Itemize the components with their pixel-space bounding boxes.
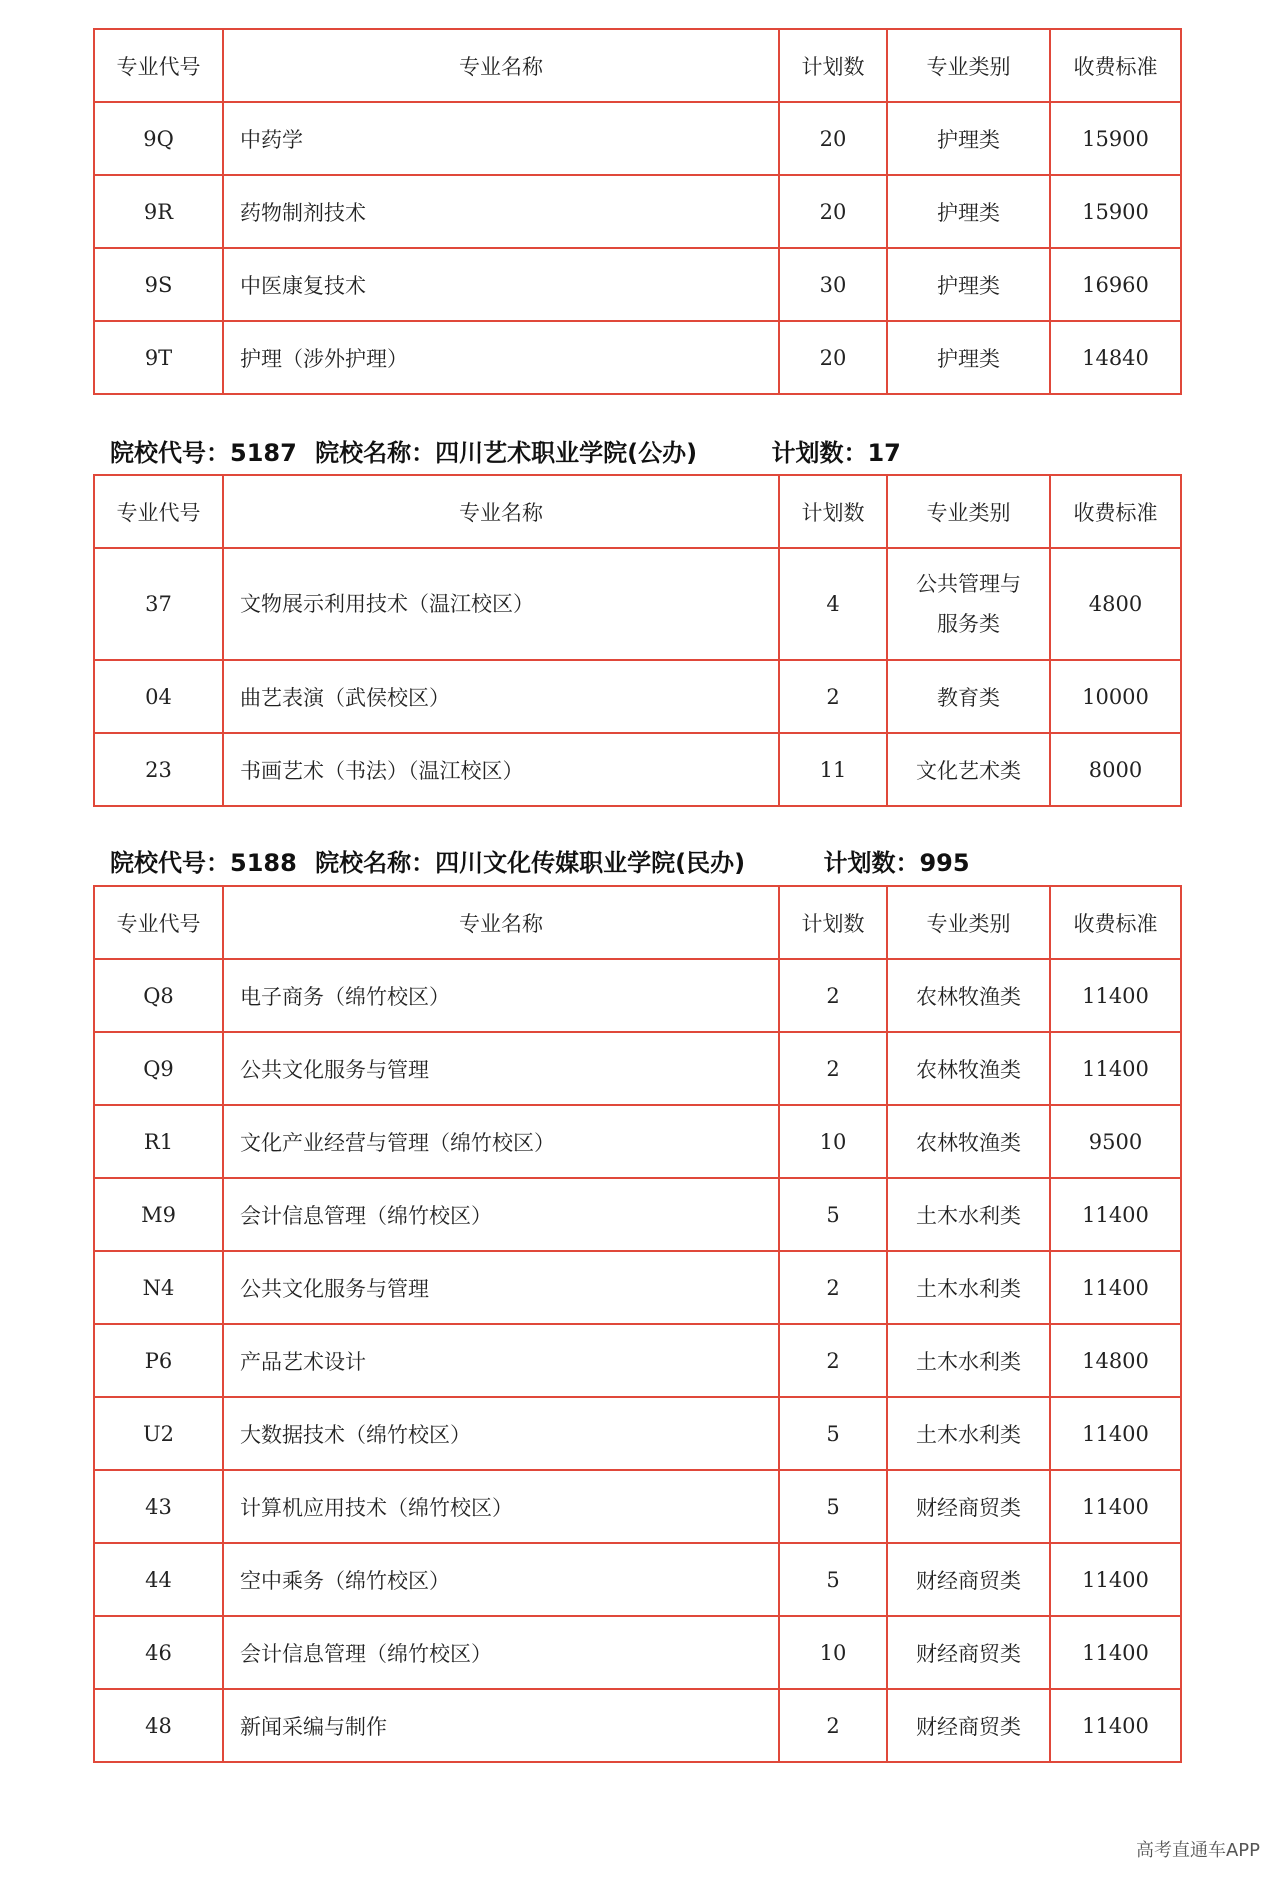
table-header-row: [94, 886, 1181, 959]
major-table-1: [93, 28, 1182, 395]
cell-plan: 2: [779, 660, 887, 733]
cell-category: 土木水利类: [887, 1251, 1050, 1324]
cell-fee: 4800: [1050, 548, 1181, 660]
cell-code: 48: [94, 1689, 223, 1762]
cell-code: 04: [94, 660, 223, 733]
header-plan: 计划数: [779, 475, 887, 548]
cell-code: Q9: [94, 1032, 223, 1105]
cell-name: 文物展示利用技术（温江校区）: [223, 548, 779, 660]
cell-category: 农林牧渔类: [887, 1105, 1050, 1178]
cell-code: 44: [94, 1543, 223, 1616]
table-row: [94, 1397, 1181, 1470]
cell-fee: 14800: [1050, 1324, 1181, 1397]
table-row: [94, 1105, 1181, 1178]
major-table-5188: [93, 885, 1182, 1763]
header-category: 专业类别: [887, 475, 1050, 548]
cell-fee: 11400: [1050, 959, 1181, 1032]
cell-name: 文化产业经营与管理（绵竹校区）: [223, 1105, 779, 1178]
header-fee: 收费标准: [1050, 886, 1181, 959]
cell-category: 农林牧渔类: [887, 959, 1050, 1032]
header-plan: 计划数: [779, 29, 887, 102]
cell-code: 23: [94, 733, 223, 806]
header-plan: 计划数: [779, 886, 887, 959]
header-fee: 收费标准: [1050, 475, 1181, 548]
table-row: [94, 321, 1181, 394]
cell-code: P6: [94, 1324, 223, 1397]
cell-name: 产品艺术设计: [223, 1324, 779, 1397]
header-code: 专业代号: [94, 29, 223, 102]
cell-plan: 2: [779, 1689, 887, 1762]
header-code: 专业代号: [94, 886, 223, 959]
cell-name: 计算机应用技术（绵竹校区）: [223, 1470, 779, 1543]
cell-name: 公共文化服务与管理: [223, 1251, 779, 1324]
header-name: 专业名称: [223, 886, 779, 959]
cell-code: 37: [94, 548, 223, 660]
table-row: [94, 660, 1181, 733]
institution-plan: 计划数：995: [823, 849, 970, 877]
table-header-row: [94, 29, 1181, 102]
header-category: 专业类别: [887, 886, 1050, 959]
header-fee: 收费标准: [1050, 29, 1181, 102]
cell-category: 财经商贸类: [887, 1689, 1050, 1762]
cell-fee: 14840: [1050, 321, 1181, 394]
cell-code: 9T: [94, 321, 223, 394]
table-row: [94, 733, 1181, 806]
cell-plan: 2: [779, 1251, 887, 1324]
header-category: 专业类别: [887, 29, 1050, 102]
cell-fee: 16960: [1050, 248, 1181, 321]
table-row: [94, 248, 1181, 321]
major-table-5187: [93, 474, 1182, 807]
cell-category: 土木水利类: [887, 1397, 1050, 1470]
cell-name: 空中乘务（绵竹校区）: [223, 1543, 779, 1616]
header-name: 专业名称: [223, 29, 779, 102]
cell-plan: 11: [779, 733, 887, 806]
cell-fee: 9500: [1050, 1105, 1181, 1178]
institution-code: 院校代号：5187: [110, 439, 297, 467]
table-row: [94, 1178, 1181, 1251]
table-row: [94, 548, 1181, 660]
table-row: [94, 1251, 1181, 1324]
table-row: [94, 1616, 1181, 1689]
cell-fee: 11400: [1050, 1543, 1181, 1616]
cell-plan: 10: [779, 1616, 887, 1689]
header-code: 专业代号: [94, 475, 223, 548]
cell-code: M9: [94, 1178, 223, 1251]
cell-name: 大数据技术（绵竹校区）: [223, 1397, 779, 1470]
cell-category: 护理类: [887, 321, 1050, 394]
cell-plan: 2: [779, 959, 887, 1032]
cell-plan: 30: [779, 248, 887, 321]
table-row: [94, 102, 1181, 175]
cell-fee: 11400: [1050, 1397, 1181, 1470]
cell-category: 财经商贸类: [887, 1543, 1050, 1616]
cell-category: 护理类: [887, 175, 1050, 248]
header-name: 专业名称: [223, 475, 779, 548]
cell-category: 土木水利类: [887, 1324, 1050, 1397]
institution-header-5188: [110, 846, 970, 880]
cell-plan: 5: [779, 1178, 887, 1251]
cell-name: 药物制剂技术: [223, 175, 779, 248]
watermark: 高考直通车APP: [1135, 1840, 1260, 1861]
table-row: [94, 959, 1181, 1032]
cell-category: 财经商贸类: [887, 1616, 1050, 1689]
cell-plan: 20: [779, 102, 887, 175]
table-row: [94, 175, 1181, 248]
cell-plan: 4: [779, 548, 887, 660]
cell-category: 文化艺术类: [887, 733, 1050, 806]
cell-code: 9R: [94, 175, 223, 248]
cell-name: 书画艺术（书法）（温江校区）: [223, 733, 779, 806]
cell-plan: 2: [779, 1032, 887, 1105]
cell-name: 护理（涉外护理）: [223, 321, 779, 394]
cell-plan: 5: [779, 1397, 887, 1470]
cell-fee: 15900: [1050, 175, 1181, 248]
cell-plan: 20: [779, 321, 887, 394]
cell-category: 土木水利类: [887, 1178, 1050, 1251]
cell-name: 中医康复技术: [223, 248, 779, 321]
cell-code: U2: [94, 1397, 223, 1470]
cell-code: 46: [94, 1616, 223, 1689]
cell-category: 护理类: [887, 248, 1050, 321]
table-row: [94, 1032, 1181, 1105]
table-row: [94, 1689, 1181, 1762]
cell-name: 会计信息管理（绵竹校区）: [223, 1616, 779, 1689]
category-line-1: 公共管理与: [916, 572, 1021, 596]
cell-code: 9S: [94, 248, 223, 321]
cell-name: 新闻采编与制作: [223, 1689, 779, 1762]
cell-code: R1: [94, 1105, 223, 1178]
cell-fee: 11400: [1050, 1178, 1181, 1251]
table-row: [94, 1324, 1181, 1397]
cell-plan: 20: [779, 175, 887, 248]
cell-category: 农林牧渔类: [887, 1032, 1050, 1105]
cell-plan: 5: [779, 1470, 887, 1543]
cell-fee: 11400: [1050, 1616, 1181, 1689]
cell-name: 曲艺表演（武侯校区）: [223, 660, 779, 733]
cell-name: 公共文化服务与管理: [223, 1032, 779, 1105]
cell-name: 中药学: [223, 102, 779, 175]
cell-category: 护理类: [887, 102, 1050, 175]
table-header-row: [94, 475, 1181, 548]
cell-fee: 11400: [1050, 1689, 1181, 1762]
institution-name: 院校名称：四川文化传媒职业学院(民办): [315, 849, 746, 877]
cell-code: N4: [94, 1251, 223, 1324]
institution-header-5187: [110, 436, 901, 470]
table-row: [94, 1543, 1181, 1616]
cell-fee: 15900: [1050, 102, 1181, 175]
cell-category: [887, 548, 1050, 660]
institution-name: 院校名称：四川艺术职业学院(公办): [315, 439, 698, 467]
cell-plan: 5: [779, 1543, 887, 1616]
cell-code: 9Q: [94, 102, 223, 175]
cell-name: 电子商务（绵竹校区）: [223, 959, 779, 1032]
cell-fee: 8000: [1050, 733, 1181, 806]
cell-category: 教育类: [887, 660, 1050, 733]
cell-plan: 10: [779, 1105, 887, 1178]
category-line-2: 服务类: [937, 612, 1000, 636]
cell-fee: 11400: [1050, 1032, 1181, 1105]
cell-fee: 11400: [1050, 1470, 1181, 1543]
cell-code: Q8: [94, 959, 223, 1032]
cell-plan: 2: [779, 1324, 887, 1397]
cell-name: 会计信息管理（绵竹校区）: [223, 1178, 779, 1251]
cell-code: 43: [94, 1470, 223, 1543]
table-row: [94, 1470, 1181, 1543]
institution-plan: 计划数：17: [771, 439, 901, 467]
institution-code: 院校代号：5188: [110, 849, 297, 877]
cell-fee: 10000: [1050, 660, 1181, 733]
cell-fee: 11400: [1050, 1251, 1181, 1324]
cell-category: 财经商贸类: [887, 1470, 1050, 1543]
